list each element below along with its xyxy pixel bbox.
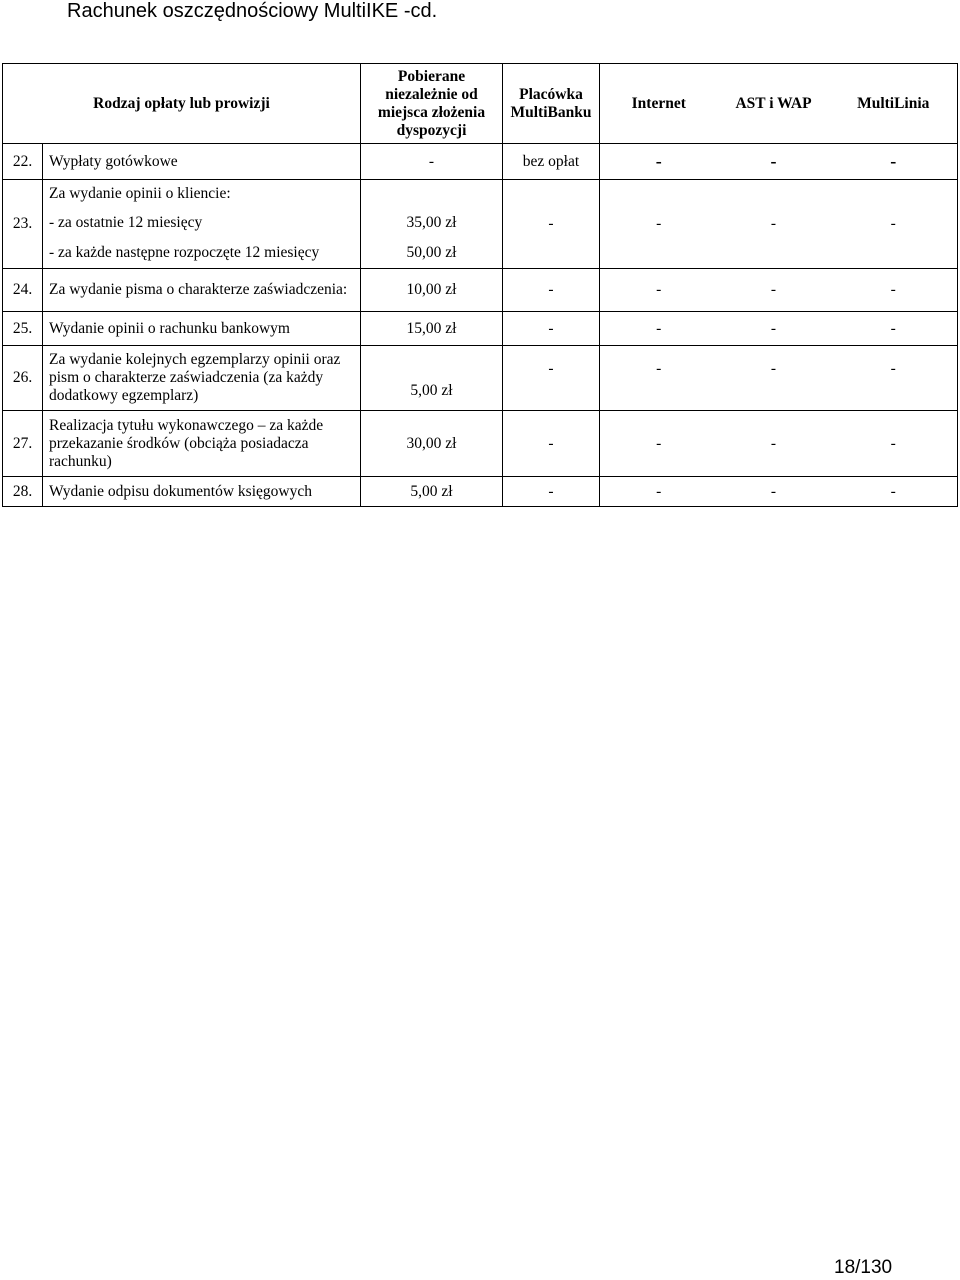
fee-branch: - bbox=[503, 411, 600, 477]
fee-ast-wap: - bbox=[718, 269, 830, 312]
fee-internet: - bbox=[600, 312, 718, 346]
fee-ast-wap: - bbox=[718, 346, 830, 411]
fee-independent: 10,00 zł bbox=[361, 269, 503, 312]
fee-ast-wap: - bbox=[718, 144, 830, 180]
fee-sub-description: - za ostatnie 12 miesięcy bbox=[43, 208, 361, 238]
fee-independent: 5,00 zł bbox=[361, 346, 503, 411]
fee-multilinia: - bbox=[830, 411, 958, 477]
table-row-28 bbox=[3, 477, 958, 507]
fee-table bbox=[2, 63, 958, 507]
fee-independent: 35,00 zł bbox=[361, 208, 503, 238]
fee-description-heading: Za wydanie opinii o kliencie: bbox=[43, 180, 361, 208]
row-number: 24. bbox=[3, 269, 43, 312]
fee-branch: bez opłat bbox=[503, 144, 600, 180]
fee-ast-wap: - bbox=[718, 411, 830, 477]
fee-description: Za wydanie pisma o charakterze zaświadczenia: bbox=[43, 269, 361, 312]
fee-multilinia: - bbox=[830, 180, 958, 269]
fee-description: Wydanie opinii o rachunku bankowym bbox=[43, 312, 361, 346]
fee-ast-wap: - bbox=[718, 477, 830, 507]
document-title: Rachunek oszczędnościowy MultiIKE -cd. bbox=[67, 0, 438, 22]
fee-branch: - bbox=[503, 346, 600, 411]
header-branch: Placówka MultiBanku bbox=[503, 64, 600, 144]
table-row-24 bbox=[3, 269, 958, 312]
table-row-23 bbox=[3, 180, 958, 208]
fee-multilinia: - bbox=[830, 312, 958, 346]
fee-description: Za wydanie kolejnych egzemplarzy opinii oraz pism o charakterze zaświadczenia (za każdy dodatkowy egzemplarz) bbox=[43, 346, 361, 411]
fee-description: Realizacja tytułu wykonawczego – za każde przekazanie środków (obciąża posiadacza rachunku) bbox=[43, 411, 361, 477]
row-number: 28. bbox=[3, 477, 43, 507]
fee-branch: - bbox=[503, 180, 600, 269]
fee-description: Wypłaty gotówkowe bbox=[43, 144, 361, 180]
fee-branch: - bbox=[503, 312, 600, 346]
fee-internet: - bbox=[600, 180, 718, 269]
table-row-25 bbox=[3, 312, 958, 346]
table-row-22 bbox=[3, 144, 958, 180]
fee-sub-description: - za każde następne rozpoczęte 12 miesięcy bbox=[43, 238, 361, 269]
row-number: 23. bbox=[3, 180, 43, 269]
header-ast-wap: AST i WAP bbox=[718, 64, 830, 144]
fee-internet: - bbox=[600, 477, 718, 507]
fee-branch: - bbox=[503, 477, 600, 507]
fee-multilinia: - bbox=[830, 477, 958, 507]
table-row-26 bbox=[3, 346, 958, 411]
fee-multilinia: - bbox=[830, 269, 958, 312]
row-number: 27. bbox=[3, 411, 43, 477]
table-row-27 bbox=[3, 411, 958, 477]
fee-independent: 50,00 zł bbox=[361, 238, 503, 269]
header-independent: Pobierane niezależnie od miejsca złożenia dyspozycji bbox=[361, 64, 503, 144]
fee-ast-wap: - bbox=[718, 312, 830, 346]
fee-internet: - bbox=[600, 144, 718, 180]
fee-independent: 30,00 zł bbox=[361, 411, 503, 477]
fee-independent: 15,00 zł bbox=[361, 312, 503, 346]
page-number: 18/130 bbox=[834, 1257, 893, 1278]
fee-internet: - bbox=[600, 269, 718, 312]
fee-internet: - bbox=[600, 411, 718, 477]
header-fee-type: Rodzaj opłaty lub prowizji bbox=[3, 64, 361, 144]
row-number: 22. bbox=[3, 144, 43, 180]
table-header-row bbox=[3, 64, 958, 144]
header-multilinia: MultiLinia bbox=[830, 64, 958, 144]
fee-multilinia: - bbox=[830, 144, 958, 180]
row-number: 26. bbox=[3, 346, 43, 411]
fee-branch: - bbox=[503, 269, 600, 312]
fee-independent: - bbox=[361, 144, 503, 180]
fee-multilinia: - bbox=[830, 346, 958, 411]
row-number: 25. bbox=[3, 312, 43, 346]
fee-description: Wydanie odpisu dokumentów księgowych bbox=[43, 477, 361, 507]
fee-internet: - bbox=[600, 346, 718, 411]
header-internet: Internet bbox=[600, 64, 718, 144]
fee-independent: 5,00 zł bbox=[361, 477, 503, 507]
fee-ast-wap: - bbox=[718, 180, 830, 269]
